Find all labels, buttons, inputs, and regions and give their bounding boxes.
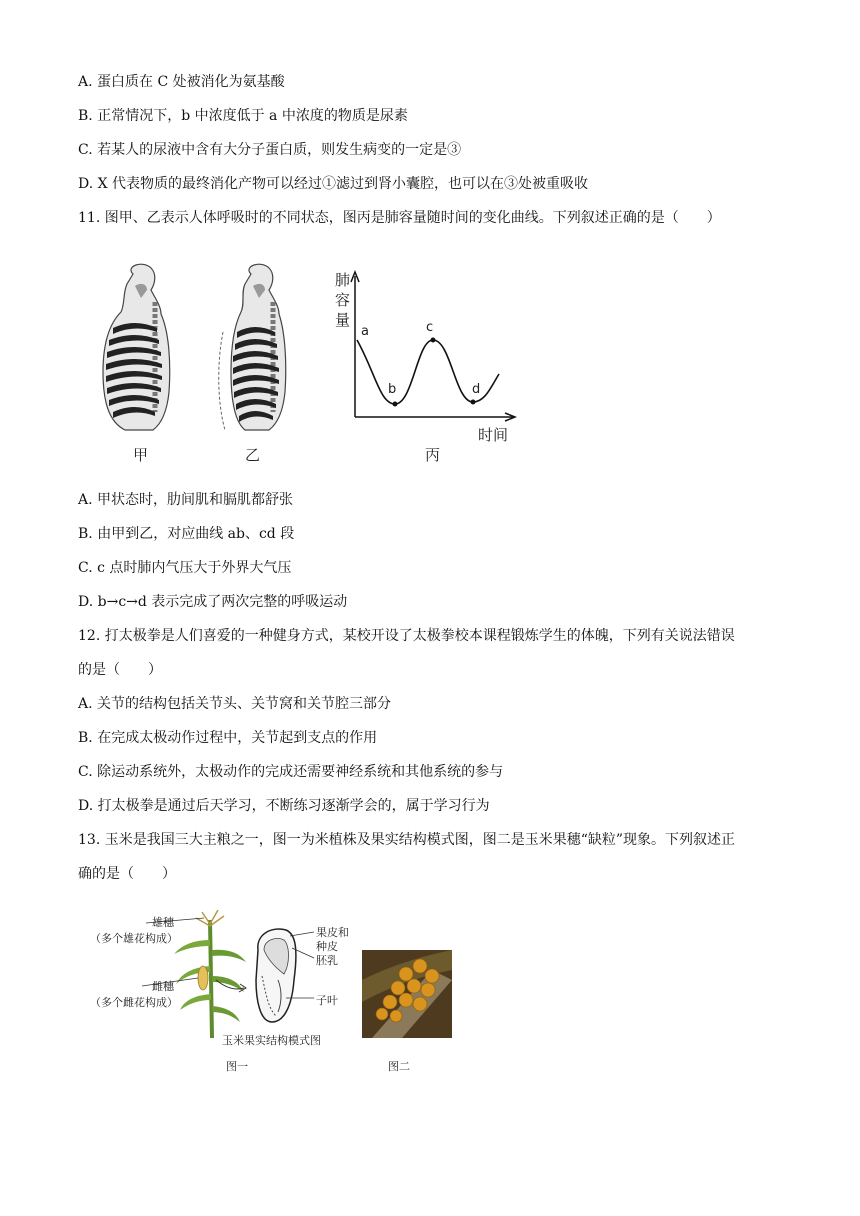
label-xiongsui-note: （多个雄花构成） — [90, 932, 178, 945]
corn-ear-photo — [362, 950, 452, 1038]
torso-jia-illustration — [103, 264, 170, 430]
point-a-label: a — [361, 324, 369, 339]
label-bing: 丙 — [425, 446, 441, 464]
point-c-label: c — [426, 320, 434, 335]
graph-ylabel-2: 容 — [335, 291, 351, 309]
q12-option-c: C. 除运动系统外，太极动作的完成还需要神经系统和其他系统的参与 — [78, 764, 504, 780]
label-cisui: 雌穗 — [152, 980, 174, 993]
point-d — [471, 400, 476, 405]
lung-volume-graph — [351, 272, 515, 421]
q11-option-a: A. 甲状态时，肋间肌和膈肌都舒张 — [78, 492, 294, 508]
q12-stem-line1: 12. 打太极拳是人们喜爱的一种健身方式，某校开设了太极拳校本课程锻炼学生的体魄，下列有关说法错误 — [78, 628, 735, 644]
respiration-svg — [95, 262, 525, 472]
q10-option-c: C. 若某人的尿液中含有大分子蛋白质，则发生病变的一定是③ — [78, 142, 462, 158]
label-xiongsui: 雄穗 — [152, 916, 174, 929]
caption-fig1: 图一 — [226, 1060, 248, 1073]
q10-option-a: A. 蛋白质在 C 处被消化为氨基酸 — [78, 74, 285, 90]
q12-option-a: A. 关节的结构包括关节头、关节窝和关节腔三部分 — [78, 696, 392, 712]
q10-option-b: B. 正常情况下，b 中浓度低于 a 中浓度的物质是尿素 — [78, 108, 408, 124]
q13-stem-line2: 确的是（ ） — [78, 866, 176, 882]
kernel-structure-model — [256, 929, 314, 1022]
respiration-figure — [95, 262, 525, 472]
q10-option-d: D. X 代表物质的最终消化产物可以经过①滤过到肾小囊腔，也可以在③处被重吸收 — [78, 176, 589, 192]
point-c — [431, 338, 436, 343]
label-guopi-2: 种皮 — [316, 940, 338, 953]
point-d-label: d — [472, 382, 481, 397]
q12-option-d: D. 打太极拳是通过后天学习，不断练习逐渐学会的，属于学习行为 — [78, 798, 490, 814]
torso-yi-illustration — [219, 264, 286, 430]
caption-kernel-model: 玉米果实结构模式图 — [222, 1034, 321, 1047]
label-guopi-1: 果皮和 — [316, 926, 349, 939]
label-peiru: 胚乳 — [316, 954, 338, 967]
label-jia: 甲 — [133, 446, 149, 464]
q11-option-c: C. c 点时肺内气压大于外界大气压 — [78, 560, 292, 576]
q12-option-b: B. 在完成太极动作过程中，关节起到支点的作用 — [78, 730, 378, 746]
q13-stem-line1: 13. 玉米是我国三大主粮之一，图一为米植株及果实结构模式图，图二是玉米果穗“缺粒”现象。下列叙述正 — [78, 832, 736, 848]
q11-option-d: D. b→c→d 表示完成了两次完整的呼吸运动 — [78, 594, 348, 610]
point-b-label: b — [388, 382, 397, 397]
label-ziye: 子叶 — [316, 994, 338, 1007]
graph-ylabel-3: 量 — [335, 311, 351, 329]
label-cisui-note: （多个雌花构成） — [90, 996, 178, 1009]
graph-xlabel: 时间 — [478, 426, 509, 444]
q12-stem-line2: 的是（ ） — [78, 662, 162, 678]
graph-ylabel-1: 肺 — [335, 271, 351, 289]
caption-fig2: 图二 — [388, 1060, 410, 1073]
q11-stem: 11. 图甲、乙表示人体呼吸时的不同状态，图丙是肺容量随时间的变化曲线。下列叙述正确的是（ ） — [78, 210, 721, 226]
label-yi: 乙 — [245, 446, 261, 464]
q11-option-b: B. 由甲到乙，对应曲线 ab、cd 段 — [78, 526, 295, 542]
corn-figure — [86, 910, 466, 1080]
point-b — [393, 402, 398, 407]
